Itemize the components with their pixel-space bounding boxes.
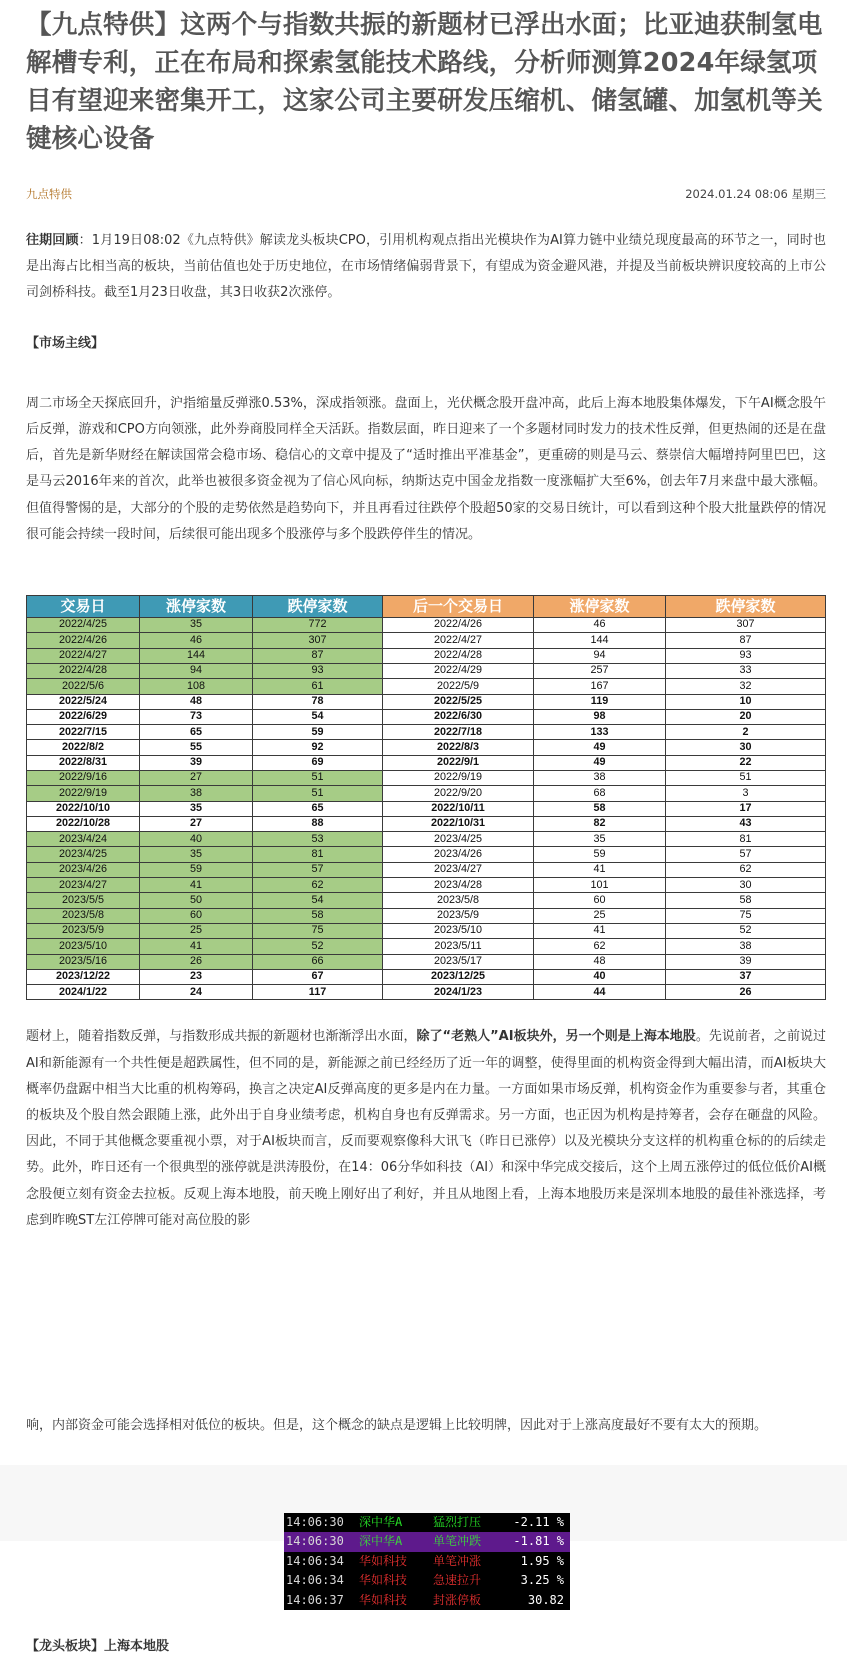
table-cell: 81: [666, 832, 826, 847]
ticker-event: 猛烈打压: [433, 1515, 482, 1529]
table-row: [27, 633, 826, 648]
ticker-row: [284, 1552, 570, 1571]
table-cell: 20: [666, 709, 826, 724]
table-cell: 2023/5/10: [383, 923, 534, 938]
table-cell: 93: [253, 663, 383, 678]
table-cell: 59: [253, 725, 383, 740]
table-cell: 61: [253, 679, 383, 694]
table-row: [27, 709, 826, 724]
ticker-change: 1.95 %: [520, 1553, 564, 1568]
table-row: [27, 939, 826, 954]
table-cell: 2022/5/6: [27, 679, 140, 694]
table-cell: 48: [534, 954, 666, 969]
table-cell: 49: [534, 755, 666, 770]
table-row: [27, 954, 826, 969]
table-cell: 25: [534, 908, 666, 923]
table-row: [27, 725, 826, 740]
table-cell: 2023/4/28: [383, 878, 534, 893]
table-cell: 2022/9/20: [383, 786, 534, 801]
table-cell: 2022/7/18: [383, 725, 534, 740]
table-cell: 78: [253, 694, 383, 709]
table-cell: 58: [253, 908, 383, 923]
table-cell: 144: [534, 633, 666, 648]
table-row: [27, 985, 826, 1000]
table-row: [27, 694, 826, 709]
table-cell: 27: [140, 771, 253, 786]
table-cell: 57: [253, 862, 383, 877]
table-cell: 38: [140, 786, 253, 801]
table-cell: 307: [253, 633, 383, 648]
ticker-stock-name: 华如科技: [359, 1553, 408, 1568]
table-cell: 2022/8/3: [383, 740, 534, 755]
publish-datetime: 2024.01.24 08:06 星期三: [685, 187, 826, 201]
table-cell: 2023/4/24: [27, 832, 140, 847]
table-cell: 50: [140, 893, 253, 908]
table-cell: 41: [140, 878, 253, 893]
table-row: [27, 801, 826, 816]
ticker-change: 3.25 %: [520, 1573, 564, 1588]
ticker-event: 封涨停板: [433, 1592, 482, 1607]
ticker-time: 14:06:30: [286, 1534, 344, 1549]
ticker-event: 单笔冲跌: [433, 1534, 482, 1549]
table-cell: 2023/5/8: [383, 893, 534, 908]
article-title: 【九点特供】这两个与指数共振的新题材已浮出水面；比亚迪获制氢电解槽专利，正在布局和探索氢能技术路线，分析师测算2024年绿氢项目有望迎来密集开工，这家公司主要研发压缩机、储氢罐、加氢机等关键核心设备: [26, 10, 823, 154]
table-cell: 35: [140, 847, 253, 862]
table-cell: 30: [666, 740, 826, 755]
table-cell: 75: [253, 923, 383, 938]
table-cell: 60: [140, 908, 253, 923]
ticker-event: 单笔冲涨: [433, 1553, 482, 1568]
continued-paragraph: 响，内部资金可能会选择相对低位的板块。但是，这个概念的缺点是逻辑上比较明牌，因此对于上涨高度最好不要有太大的预期。: [26, 1418, 768, 1433]
table-header-cell: 涨停家数: [534, 596, 666, 618]
table-cell: 38: [666, 939, 826, 954]
limit-stats-table: [26, 595, 826, 1000]
ticker-time: 14:06:37: [286, 1592, 344, 1607]
table-cell: 167: [534, 679, 666, 694]
section-heading-leader: 【龙头板块】上海本地股: [26, 1639, 170, 1654]
table-cell: 75: [666, 908, 826, 923]
table-row: [27, 893, 826, 908]
table-cell: 88: [253, 816, 383, 831]
ticker-row: [284, 1571, 570, 1590]
table-row: [27, 816, 826, 831]
table-header-cell: 跌停家数: [666, 596, 826, 618]
table-cell: 82: [534, 816, 666, 831]
table-cell: 2023/4/26: [383, 847, 534, 862]
table-cell: 93: [666, 648, 826, 663]
table-cell: 92: [253, 740, 383, 755]
table-cell: 40: [140, 832, 253, 847]
table-cell: 49: [534, 740, 666, 755]
table-cell: 2024/1/22: [27, 985, 140, 1000]
table-cell: 3: [666, 786, 826, 801]
table-row: [27, 755, 826, 770]
table-cell: 54: [253, 709, 383, 724]
section-heading-market: 【市场主线】: [26, 335, 105, 351]
table-cell: 2022/6/29: [27, 709, 140, 724]
table-cell: 17: [666, 801, 826, 816]
table-cell: 46: [534, 618, 666, 633]
table-cell: 58: [666, 893, 826, 908]
ticker-screenshot: [284, 1513, 570, 1610]
table-cell: 2022/4/27: [383, 633, 534, 648]
table-cell: 98: [534, 709, 666, 724]
table-cell: 2023/5/9: [383, 908, 534, 923]
table-cell: 2023/4/27: [383, 862, 534, 877]
table-row: [27, 847, 826, 862]
table-cell: 73: [140, 709, 253, 724]
table-cell: 2022/5/24: [27, 694, 140, 709]
table-cell: 37: [666, 969, 826, 984]
table-cell: 2022/10/28: [27, 816, 140, 831]
table-cell: 39: [666, 954, 826, 969]
table-cell: 35: [534, 832, 666, 847]
table-header-cell: 涨停家数: [140, 596, 253, 618]
table-header-cell: 跌停家数: [253, 596, 383, 618]
table-cell: 2023/5/17: [383, 954, 534, 969]
table-cell: 59: [534, 847, 666, 862]
table-body: [27, 618, 826, 1000]
article-meta: [26, 186, 826, 202]
table-cell: 51: [666, 771, 826, 786]
table-cell: 10: [666, 694, 826, 709]
table-cell: 2022/9/1: [383, 755, 534, 770]
table-cell: 2022/9/19: [383, 771, 534, 786]
ticker-row: [284, 1513, 570, 1532]
table-cell: 2022/4/27: [27, 648, 140, 663]
table-cell: 26: [140, 954, 253, 969]
table-cell: 51: [253, 771, 383, 786]
ticker-row: [284, 1532, 570, 1551]
table-cell: 144: [140, 648, 253, 663]
table-cell: 257: [534, 663, 666, 678]
ticker-time: 14:06:34: [286, 1553, 344, 1568]
table-row: [27, 618, 826, 633]
table-cell: 62: [534, 939, 666, 954]
table-cell: 2023/5/9: [27, 923, 140, 938]
table-cell: 44: [534, 985, 666, 1000]
table-cell: 2022/10/31: [383, 816, 534, 831]
table-cell: 2022/8/31: [27, 755, 140, 770]
table-cell: 108: [140, 679, 253, 694]
review-text: ：1月19日08:02《九点特供》解读龙头板块CPO，引用机构观点指出光模块作为AI算力链中业绩兑现度最高的环节之一，同时也是出海占比相当高的板块，当前估值也处于历史地位，在市场情绪偏弱背景下，有望成为资金避风港，并提及当前板块辨识度较高的上市公司剑桥科技。截至1月23日收盘，其3日收获2次涨停。: [26, 233, 826, 301]
table-cell: 43: [666, 816, 826, 831]
table-cell: 2022/4/29: [383, 663, 534, 678]
table-cell: 2022/8/2: [27, 740, 140, 755]
ticker-stock-name: 华如科技: [359, 1573, 408, 1588]
ticker-stock-name: 深中华A: [359, 1534, 403, 1549]
table-row: [27, 786, 826, 801]
table-row: [27, 878, 826, 893]
ticker-change: 30.82: [527, 1592, 564, 1607]
table-cell: 101: [534, 878, 666, 893]
table-cell: 23: [140, 969, 253, 984]
table-row: [27, 862, 826, 877]
table-cell: 26: [666, 985, 826, 1000]
source-link[interactable]: 九点特供: [26, 187, 72, 201]
table-header-cell: 交易日: [27, 596, 140, 618]
ticker-change: -2.11 %: [513, 1515, 564, 1529]
table-cell: 33: [666, 663, 826, 678]
table-cell: 2023/4/25: [27, 847, 140, 862]
review-paragraph: [26, 228, 826, 307]
table-header-cell: 后一个交易日: [383, 596, 534, 618]
table-cell: 54: [253, 893, 383, 908]
table-cell: 2: [666, 725, 826, 740]
table-cell: 52: [253, 939, 383, 954]
table-cell: 62: [253, 878, 383, 893]
table-cell: 2022/7/15: [27, 725, 140, 740]
table-cell: 67: [253, 969, 383, 984]
table-cell: 2022/4/28: [383, 648, 534, 663]
table-cell: 35: [140, 618, 253, 633]
table-cell: 119: [534, 694, 666, 709]
table-cell: 51: [253, 786, 383, 801]
ticker-time: 14:06:34: [286, 1573, 344, 1588]
table-cell: 2023/5/10: [27, 939, 140, 954]
table-cell: 117: [253, 985, 383, 1000]
table-cell: 58: [534, 801, 666, 816]
ticker-time: 14:06:30: [286, 1515, 344, 1529]
table-cell: 41: [140, 939, 253, 954]
table-cell: 2022/10/11: [383, 801, 534, 816]
table-cell: 2022/9/16: [27, 771, 140, 786]
table-row: [27, 771, 826, 786]
table-row: [27, 648, 826, 663]
table-cell: 94: [534, 648, 666, 663]
table-cell: 62: [666, 862, 826, 877]
table-cell: 2023/4/26: [27, 862, 140, 877]
table-cell: 2022/5/9: [383, 679, 534, 694]
table-cell: 41: [534, 923, 666, 938]
table-row: [27, 663, 826, 678]
table-cell: 2022/6/30: [383, 709, 534, 724]
table-cell: 55: [140, 740, 253, 755]
table-cell: 2022/4/26: [27, 633, 140, 648]
table-cell: 53: [253, 832, 383, 847]
table-cell: 87: [666, 633, 826, 648]
table-cell: 2022/4/28: [27, 663, 140, 678]
table-cell: 48: [140, 694, 253, 709]
table-row: [27, 832, 826, 847]
table-cell: 57: [666, 847, 826, 862]
theme-paragraph: [26, 1024, 826, 1234]
table-cell: 41: [534, 862, 666, 877]
table-cell: 39: [140, 755, 253, 770]
table-cell: 2023/12/25: [383, 969, 534, 984]
table-cell: 69: [253, 755, 383, 770]
table-cell: 2024/1/23: [383, 985, 534, 1000]
table-cell: 40: [534, 969, 666, 984]
table-cell: 52: [666, 923, 826, 938]
article: [26, 0, 826, 1234]
table-cell: 133: [534, 725, 666, 740]
ticker-row: [284, 1591, 570, 1610]
table-row: [27, 923, 826, 938]
table-cell: 32: [666, 679, 826, 694]
theme-text-a: 题材上，随着指数反弹，与指数形成共振的新题材也渐渐浮出水面，: [26, 1029, 417, 1045]
table-cell: 46: [140, 633, 253, 648]
table-cell: 307: [666, 618, 826, 633]
table-cell: 2023/4/25: [383, 832, 534, 847]
table-cell: 66: [253, 954, 383, 969]
table-cell: 65: [253, 801, 383, 816]
table-cell: 35: [140, 801, 253, 816]
table-cell: 22: [666, 755, 826, 770]
table-cell: 30: [666, 878, 826, 893]
table-cell: 2023/4/27: [27, 878, 140, 893]
ticker-stock-name: 华如科技: [359, 1592, 408, 1607]
table-cell: 59: [140, 862, 253, 877]
table-cell: 60: [534, 893, 666, 908]
table-header-row: [27, 596, 826, 618]
table-cell: 68: [534, 786, 666, 801]
market-paragraph: 周二市场全天探底回升，沪指缩量反弹涨0.53%，深成指领涨。盘面上，光伏概念股开盘冲高，此后上海本地股集体爆发，下午AI概念股午后反弹，游戏和CPO方向领涨，此外券商股同样全天活跃。指数层面，昨日迎来了一个多题材同时发力的技术性反弹，但更热闹的还是在盘后，首先是新华财经在解读国常会稳市场、稳信心的文章中提及了“适时推出平准基金”，更重磅的则是马云、蔡崇信大幅增持阿里巴巴，这是马云2016年来的首次，此举也被很多资金视为了信心风向标，纳斯达克中国金龙指数一度涨幅扩大至6%，创去年7月来盘中最大涨幅。但值得警惕的是，大部分的个股的走势依然是趋势向下，并且再看过往跌停个股超50家的交易日统计，可以看到这种个股大批量跌停的情况很可能会持续一段时间，后续很可能出现多个股涨停与多个股跌停伴生的情况。: [26, 395, 826, 542]
table-row: [27, 908, 826, 923]
table-cell: 2022/9/19: [27, 786, 140, 801]
table-cell: 2022/10/10: [27, 801, 140, 816]
table-cell: 2023/5/11: [383, 939, 534, 954]
table-cell: 65: [140, 725, 253, 740]
table-cell: 2022/4/25: [27, 618, 140, 633]
table-cell: 87: [253, 648, 383, 663]
table-cell: 38: [534, 771, 666, 786]
table-cell: 2023/5/16: [27, 954, 140, 969]
table-row: [27, 740, 826, 755]
theme-text-b: 。先说前者，之前说过AI和新能源有一个共性便是超跌属性，但不同的是，新能源之前已经经历了近一年的调整，使得里面的机构资金得到大幅出清，而AI板块大概率仍盘踞中相当大比重的机构筹码，换言之决定AI反弹高度的更多是内在力量。一方面如果市场反弹，机构资金作为重要参与者，其重仓的板块及个股自然会跟随上涨，此外出于自身业绩考虑，机构自身也有反弹需求。另一方面，也正因为机构是持筹者，会存在砸盘的风险。因此，不同于其他概念要重视小票，对于AI板块而言，反而要观察像科大讯飞（昨日已涨停）以及光模块分支这样的机构重仓标的的后续走势。此外，昨日还有一个很典型的涨停就是洪涛股份，在14：06分华如科技（AI）和深中华完成交接后，这个上周五涨停过的低位低价AI概念股便立刻有资金去拉板。反观上海本地股，前天晚上刚好出了利好，并且从地图上看，上海本地股历来是深圳本地股的最佳补涨选择，考虑到昨晚ST左江停牌可能对高位股的影: [26, 1029, 826, 1228]
table-row: [27, 679, 826, 694]
table-cell: 2023/5/5: [27, 893, 140, 908]
table-cell: 2023/12/22: [27, 969, 140, 984]
table-row: [27, 969, 826, 984]
table-cell: 94: [140, 663, 253, 678]
table-cell: 25: [140, 923, 253, 938]
table-cell: 772: [253, 618, 383, 633]
table-cell: 81: [253, 847, 383, 862]
table-cell: 24: [140, 985, 253, 1000]
table-cell: 27: [140, 816, 253, 831]
table-cell: 2022/4/26: [383, 618, 534, 633]
table-cell: 2023/5/8: [27, 908, 140, 923]
review-label: 往期回顾: [26, 233, 79, 248]
ticker-change: -1.81 %: [513, 1534, 564, 1549]
ticker-event: 急速拉升: [433, 1573, 482, 1588]
table-cell: 2022/5/25: [383, 694, 534, 709]
ticker-stock-name: 深中华A: [359, 1515, 403, 1529]
theme-text-bold: 除了“老熟人”AI板块外，另一个则是上海本地股: [416, 1029, 696, 1045]
